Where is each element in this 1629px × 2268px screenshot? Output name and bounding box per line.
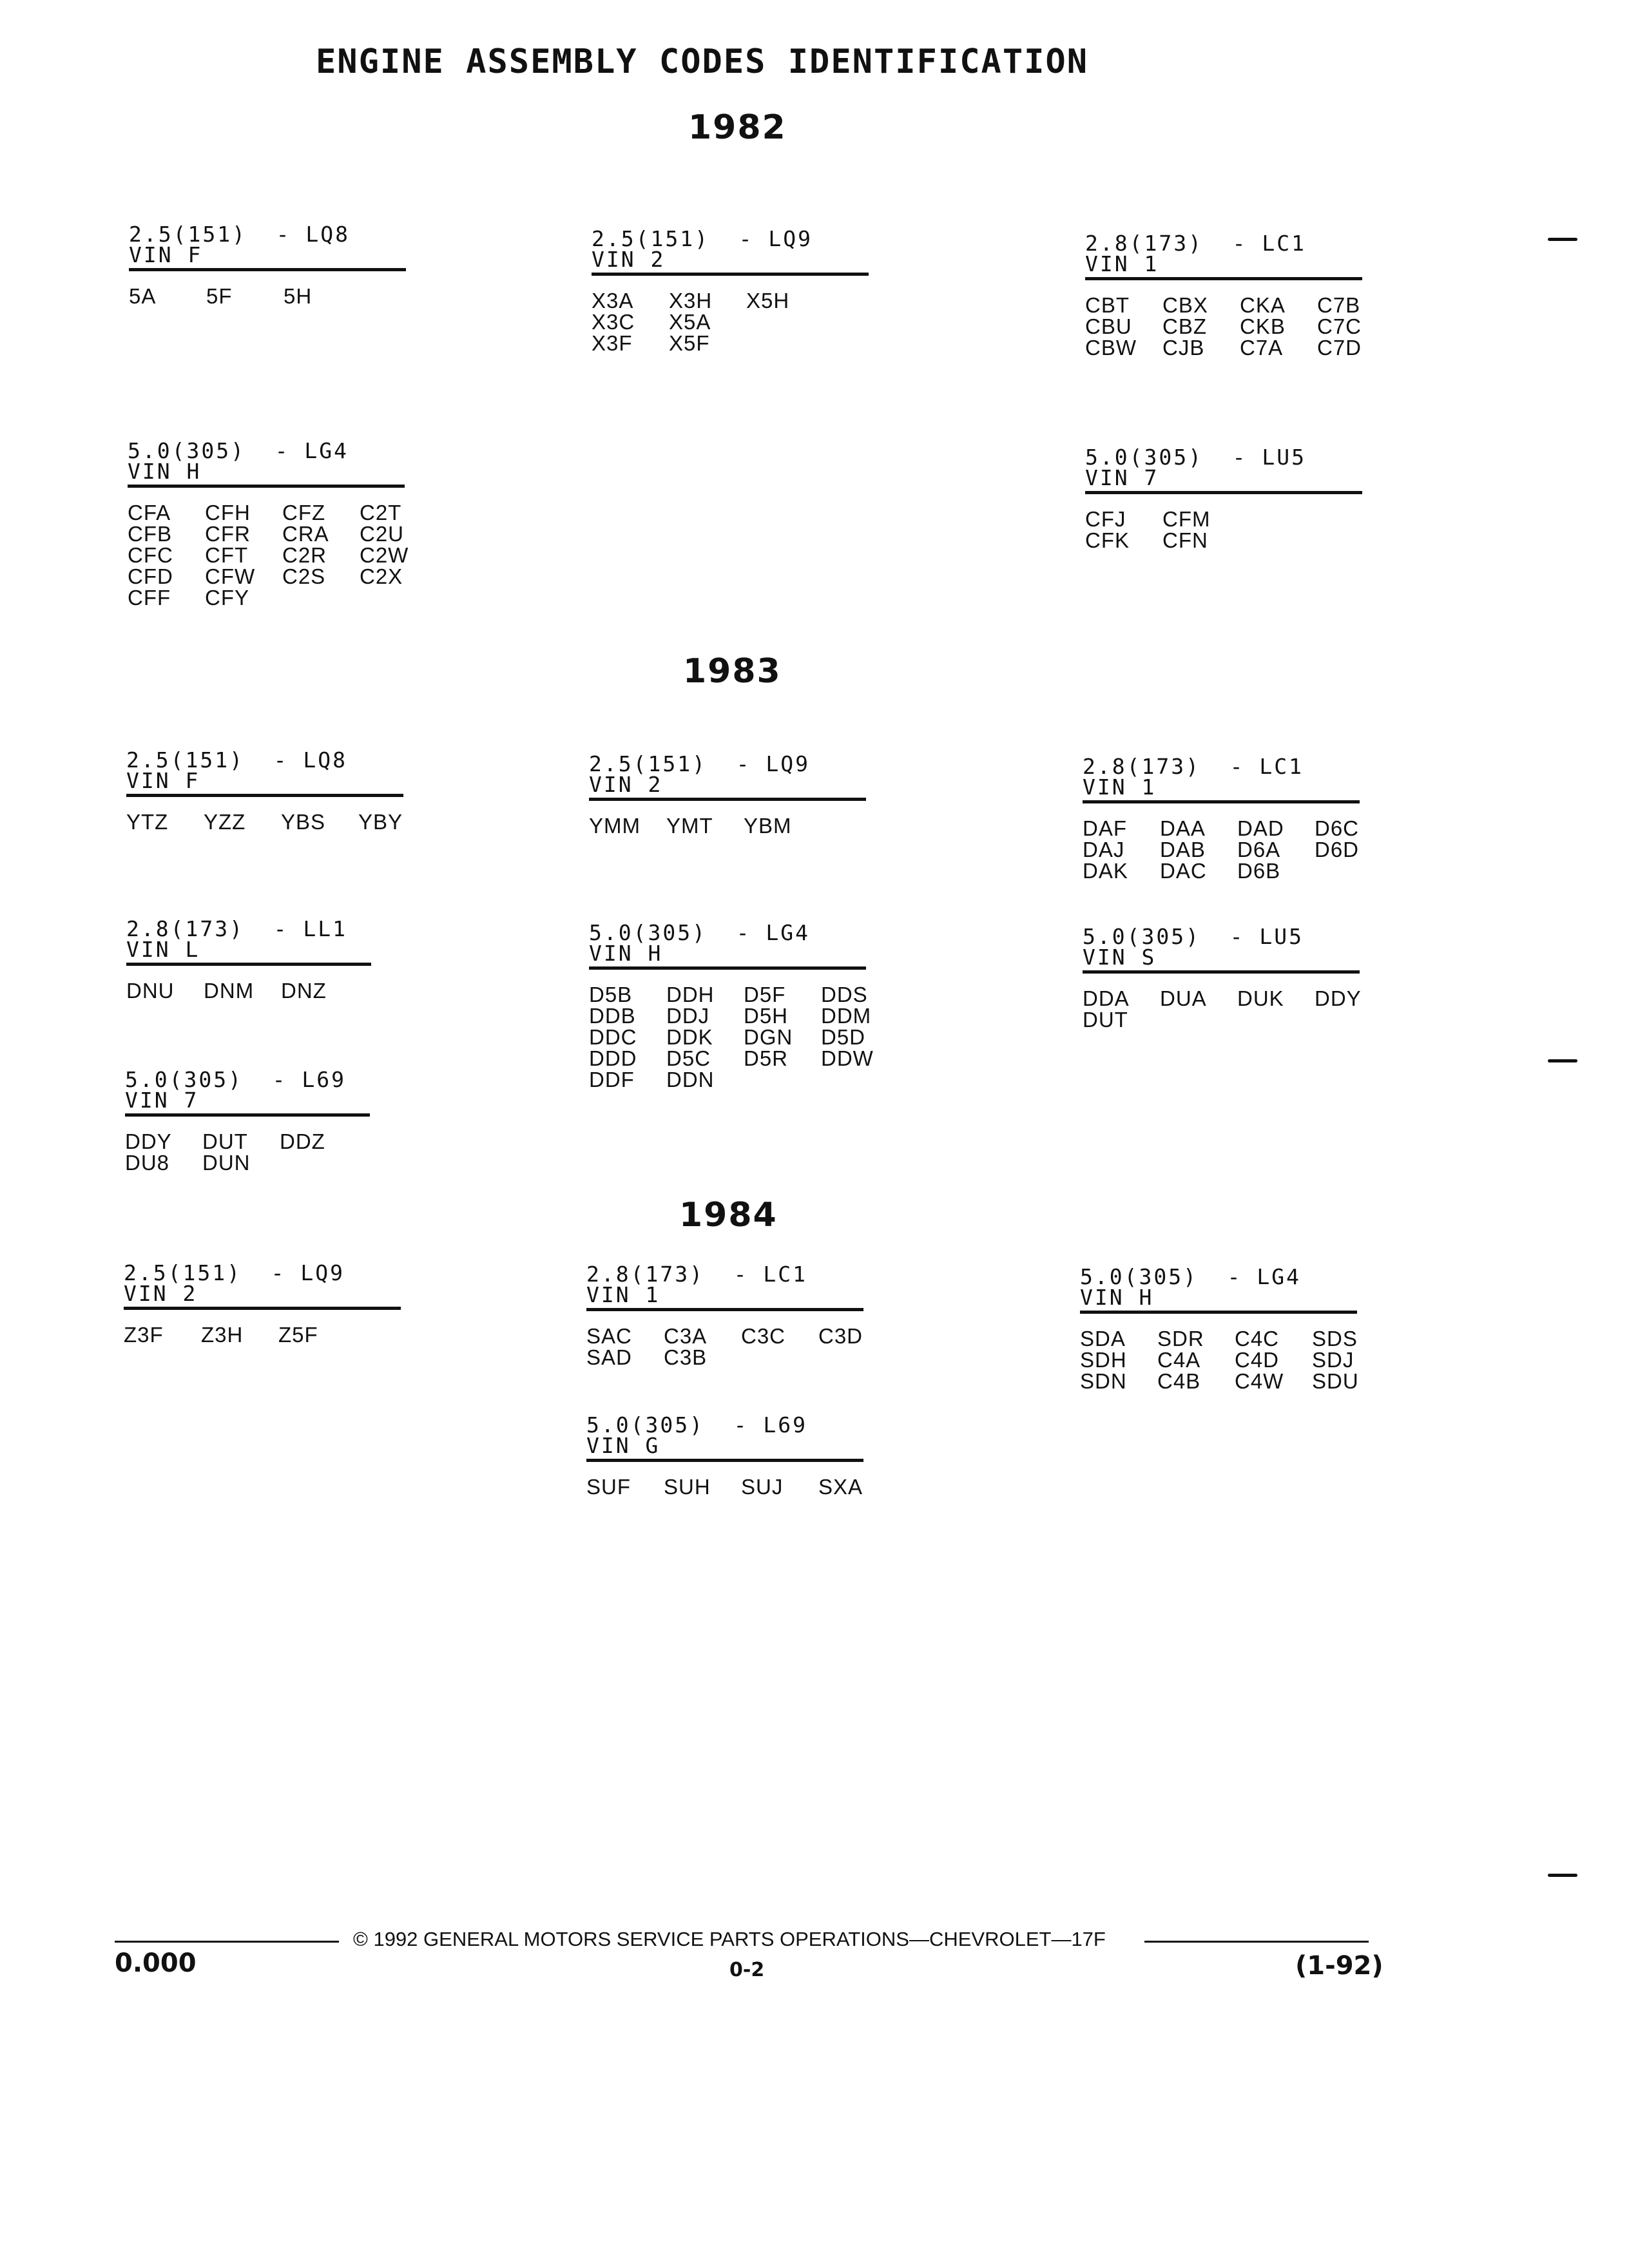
assembly-code: C4D [1235,1348,1280,1372]
page-title: ENGINE ASSEMBLY CODES IDENTIFICATION [316,43,1089,81]
assembly-code: X3F [592,331,633,355]
assembly-code: DAD [1237,816,1284,840]
assembly-code: DAF [1083,816,1127,840]
code-list [1085,294,1362,358]
assembly-code: CFF [128,586,171,610]
assembly-code: DDA [1083,986,1130,1010]
code-list [129,285,406,307]
engine-label: 5.0(305) - LG4 [128,438,349,463]
assembly-code: SDH [1080,1348,1127,1372]
assembly-code: Z5F [278,1323,318,1347]
header-rule [592,273,869,276]
assembly-code: DAA [1160,816,1206,840]
header-rule [124,1307,401,1310]
engine-label: 2.8(173) - LL1 [126,916,348,941]
assembly-code [818,1347,896,1368]
assembly-code: C7B [1317,293,1361,317]
engine-block-1984-lc1 [586,1264,863,1368]
vin-label: VIN 7 [125,1088,199,1113]
assembly-code: DGN [744,1025,793,1049]
assembly-code [282,587,360,608]
vin-label: VIN S [1083,945,1157,970]
engine-label: 5.0(305) - LU5 [1083,924,1304,949]
code-list [592,290,869,354]
engine-block-1983-lc1 [1083,756,1360,881]
code-list [1085,508,1362,551]
assembly-code: C2R [282,543,327,567]
assembly-code: SUF [586,1475,631,1499]
engine-label: 2.5(151) - LQ9 [592,226,813,251]
assembly-code: DDK [666,1025,713,1049]
engine-label: 2.5(151) - LQ9 [589,751,811,776]
assembly-code: DAJ [1083,838,1125,861]
assembly-code: DUA [1160,986,1207,1010]
assembly-code: 5A [129,284,157,308]
assembly-code: CFR [205,522,251,546]
assembly-code: DDM [821,1004,872,1028]
header-rule [1080,1311,1357,1314]
assembly-code: D5C [666,1046,711,1070]
assembly-code: CFM [1162,507,1211,531]
assembly-code: SDS [1312,1327,1358,1350]
code-list [586,1325,863,1368]
assembly-code: YMM [589,814,641,838]
engine-block-1983-lu5 [1083,924,1362,1032]
code-list [126,811,403,832]
assembly-code: Z3F [124,1323,164,1347]
margin-mark [1548,1059,1577,1062]
assembly-code: CFT [205,543,249,567]
assembly-code: DUT [1083,1008,1128,1032]
engine-label: 5.0(305) - LG4 [1080,1264,1302,1289]
vin-label: VIN 1 [1083,774,1157,800]
assembly-code: C3A [664,1324,708,1348]
assembly-code: C4A [1157,1348,1201,1372]
assembly-code: DDJ [666,1004,710,1028]
assembly-code: DDD [589,1046,637,1070]
assembly-code [1237,1009,1315,1030]
code-list [589,983,874,1091]
assembly-code [744,1069,821,1090]
vin-label: VIN H [589,941,663,966]
assembly-code: SUH [664,1475,711,1499]
header-rule [1085,277,1362,280]
assembly-code: C3C [741,1324,786,1348]
header-rule [129,268,406,271]
vin-label: VIN L [126,937,200,962]
assembly-code: DAB [1160,838,1206,861]
assembly-code: CFN [1162,528,1208,552]
assembly-code: YBY [358,810,403,834]
engine-label: 5.0(305) - L69 [586,1412,808,1437]
vin-label: VIN 2 [124,1281,198,1306]
assembly-code: CBW [1085,336,1137,360]
assembly-code: DDN [666,1068,715,1091]
assembly-code: CKB [1240,314,1286,338]
footer-copyright: © 1992 GENERAL MOTORS SERVICE PARTS OPERATIONS—CHEVROLET—17F [353,1928,1106,1950]
assembly-code: DDF [589,1068,635,1091]
engine-label: 5.0(305) - L69 [125,1067,347,1092]
assembly-code: C7D [1317,336,1362,360]
assembly-code: C2T [360,501,402,524]
vin-label: VIN F [129,242,203,267]
assembly-code: SUJ [741,1475,784,1499]
assembly-code: D5D [821,1025,866,1049]
engine-block-1984-l69 [586,1412,863,1499]
assembly-code [1160,1009,1237,1030]
assembly-code: DUK [1237,986,1284,1010]
assembly-code: X3C [592,310,635,334]
assembly-code: X3H [669,289,713,312]
vin-label: VIN G [586,1433,660,1458]
engine-label: 2.5(151) - LQ8 [126,747,348,773]
assembly-code [280,1152,357,1173]
header-rule [586,1459,863,1462]
code-list [128,501,409,610]
assembly-code: CBU [1085,314,1132,338]
engine-block-1982-lq8 [129,224,406,307]
assembly-code: DNM [204,979,255,1003]
assembly-code: CFK [1085,528,1130,552]
assembly-code: X5H [746,289,790,312]
engine-label: 5.0(305) - LG4 [589,920,811,945]
engine-block-1982-lu5 [1085,447,1362,551]
assembly-code: SXA [818,1475,863,1499]
vin-label: VIN 1 [1085,251,1159,276]
assembly-code: DUT [202,1129,248,1153]
header-rule [589,798,866,801]
assembly-code: 5H [284,284,313,308]
assembly-code: DDY [1315,986,1362,1010]
footer-revision: (1-92) [1295,1951,1383,1981]
header-rule [125,1113,370,1117]
engine-block-1982-lg4 [128,438,409,610]
assembly-code: CFD [128,564,173,588]
assembly-code: CFZ [282,501,326,524]
engine-label: 2.8(173) - LC1 [1083,754,1304,779]
engine-block-1984-lq9 [124,1260,401,1347]
header-rule [1083,970,1360,974]
assembly-code: DNZ [281,979,327,1003]
assembly-code: Z3H [201,1323,244,1347]
margin-mark [1548,1874,1577,1877]
assembly-code: DDB [589,1004,636,1028]
assembly-code: D5H [744,1004,789,1028]
assembly-code [360,587,437,608]
assembly-code [741,1347,818,1368]
assembly-code: YMT [666,814,713,838]
assembly-code: X3A [592,289,634,312]
code-list [589,815,866,836]
assembly-code: CJB [1162,336,1205,360]
year-heading-1983: 1983 [683,652,782,691]
vin-label: VIN H [128,459,202,484]
assembly-code: C4W [1235,1369,1284,1393]
assembly-code: C4C [1235,1327,1280,1350]
assembly-code: CFJ [1085,507,1126,531]
assembly-code: D6A [1237,838,1281,861]
assembly-code: CFY [205,586,249,610]
assembly-code: YTZ [126,810,169,834]
code-list [1083,988,1360,1030]
engine-label: 5.0(305) - LU5 [1085,445,1307,470]
assembly-code: DDZ [280,1129,325,1153]
assembly-code: D6D [1315,838,1360,861]
assembly-code: DDW [821,1046,874,1070]
assembly-code: DAK [1083,859,1128,883]
header-rule [128,485,405,488]
assembly-code: C4B [1157,1369,1201,1393]
year-heading-1982: 1982 [688,108,787,147]
assembly-code: DU8 [125,1151,170,1175]
assembly-code: YBM [744,814,792,838]
assembly-code: SDJ [1312,1348,1354,1372]
assembly-code: CFW [205,564,256,588]
footer-rule-right [1144,1941,1369,1943]
assembly-code: YBS [281,810,326,834]
assembly-code: SAD [586,1345,632,1369]
engine-label: 2.5(151) - LQ9 [124,1260,345,1285]
code-list [125,1131,370,1173]
code-list [126,980,371,1001]
assembly-code: SDA [1080,1327,1126,1350]
assembly-code: C2U [360,522,405,546]
assembly-code: CBZ [1162,314,1207,338]
header-rule [1085,491,1362,494]
vin-label: VIN 2 [589,772,663,797]
engine-block-1982-lc1 [1085,233,1362,358]
assembly-code: DDS [821,983,868,1006]
code-list [586,1476,863,1497]
footer-left-number: 0.000 [115,1948,197,1978]
assembly-code: CFH [205,501,251,524]
margin-mark [1548,238,1577,241]
assembly-code: CFC [128,543,173,567]
assembly-code: CRA [282,522,329,546]
assembly-code: D6C [1315,816,1360,840]
vin-label: VIN H [1080,1285,1154,1310]
assembly-code: C2W [360,543,409,567]
assembly-code: SDN [1080,1369,1127,1393]
assembly-code: YZZ [204,810,246,834]
vin-label: VIN 2 [592,247,666,272]
assembly-code: SDR [1157,1327,1204,1350]
engine-block-1982-lq9 [592,226,869,355]
assembly-code: C2X [360,564,403,588]
engine-block-1983-lq9 [589,751,866,838]
header-rule [586,1308,863,1311]
vin-label: VIN 1 [586,1282,660,1307]
assembly-code [1315,860,1392,881]
assembly-code: X5F [669,331,710,355]
engine-block-1983-ll1 [126,916,371,1003]
assembly-code [746,311,824,332]
assembly-code [821,1069,898,1090]
assembly-code: SAC [586,1324,632,1348]
engine-label: 2.8(173) - LC1 [586,1262,808,1287]
assembly-code: DDH [666,983,715,1006]
code-list [1083,818,1360,881]
assembly-code: CBX [1162,293,1208,317]
assembly-code: CFB [128,522,172,546]
assembly-code: SDU [1312,1369,1359,1393]
assembly-code: DUN [202,1151,251,1175]
code-list [1080,1328,1357,1392]
engine-label: 2.8(173) - LC1 [1085,231,1307,256]
assembly-code: D6B [1237,859,1281,883]
assembly-code: 5F [206,284,233,308]
engine-block-1984-lg4 [1080,1264,1359,1393]
assembly-code: C3D [818,1324,863,1348]
assembly-code: D5B [589,983,633,1006]
assembly-code: C3B [664,1345,708,1369]
header-rule [126,963,371,966]
assembly-code: CBT [1085,293,1130,317]
vin-label: VIN 7 [1085,465,1159,490]
vin-label: VIN F [126,768,200,793]
header-rule [1083,800,1360,803]
assembly-code [746,332,824,354]
assembly-code [1315,1009,1392,1030]
assembly-code: DAC [1160,859,1207,883]
code-list [124,1324,401,1345]
assembly-code: C2S [282,564,326,588]
header-rule [589,966,866,970]
engine-block-1983-lg4 [589,920,874,1091]
assembly-code: C7C [1317,314,1362,338]
assembly-code: D5F [744,983,786,1006]
assembly-code: C7A [1240,336,1284,360]
assembly-code: X5A [669,310,711,334]
year-heading-1984: 1984 [679,1196,778,1235]
assembly-code: CKA [1240,293,1286,317]
assembly-code: D5R [744,1046,789,1070]
assembly-code: CFA [128,501,171,524]
assembly-code: DNU [126,979,175,1003]
footer-rule-left [115,1941,339,1943]
engine-block-1983-lq8 [126,747,403,834]
engine-label: 2.5(151) - LQ8 [129,222,351,247]
engine-block-1983-l69 [125,1067,370,1175]
footer-page-number: 0-2 [729,1959,765,1981]
assembly-code: DDC [589,1025,637,1049]
header-rule [126,794,403,797]
assembly-code: DDY [125,1129,172,1153]
